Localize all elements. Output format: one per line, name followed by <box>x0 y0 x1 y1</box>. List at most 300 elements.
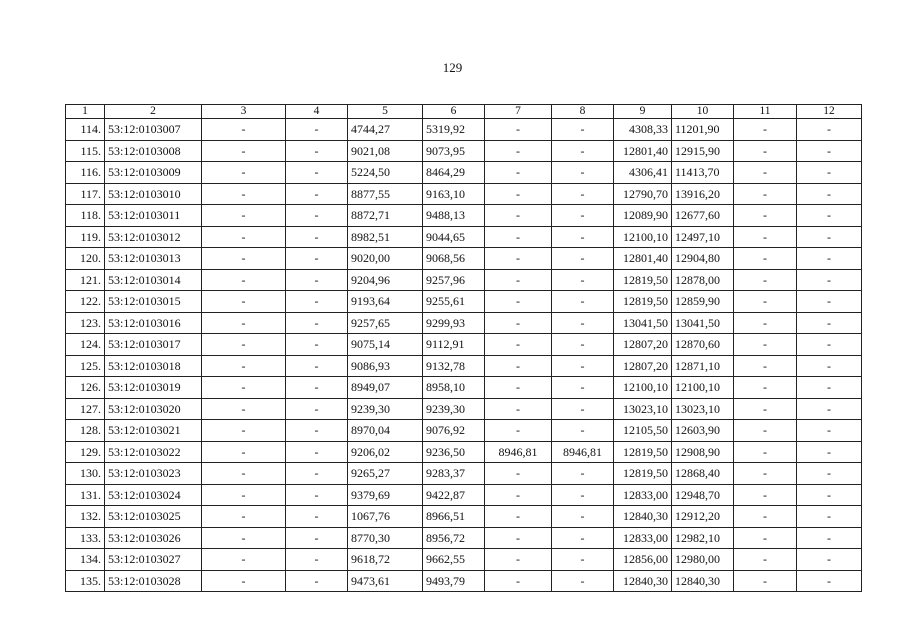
table-cell: 53:12:0103022 <box>105 441 202 463</box>
table-cell: 131. <box>66 484 105 506</box>
table-cell: - <box>797 205 862 227</box>
table-cell: 12980,00 <box>672 549 734 571</box>
table-cell: - <box>286 463 348 485</box>
table-cell: 135. <box>66 570 105 592</box>
table-cell: - <box>202 334 286 356</box>
table-row <box>66 162 862 184</box>
table-row <box>66 570 862 592</box>
column-header: 5 <box>348 105 423 119</box>
table-cell: 120. <box>66 248 105 270</box>
table-cell: - <box>286 312 348 334</box>
table-cell: - <box>552 183 614 205</box>
table-cell: 114. <box>66 119 105 141</box>
table-cell: 13041,50 <box>672 312 734 334</box>
table-cell: 9206,02 <box>348 441 423 463</box>
table-cell: - <box>485 140 552 162</box>
table-cell: 129. <box>66 441 105 463</box>
table-cell: - <box>797 269 862 291</box>
table-cell: 9473,61 <box>348 570 423 592</box>
table-cell: 8966,51 <box>423 506 485 528</box>
table-cell: 9379,69 <box>348 484 423 506</box>
table-cell: 9422,87 <box>423 484 485 506</box>
table-cell: - <box>797 355 862 377</box>
table-cell: - <box>202 549 286 571</box>
table-cell: - <box>485 506 552 528</box>
table-cell: 53:12:0103025 <box>105 506 202 528</box>
table-cell: 53:12:0103019 <box>105 377 202 399</box>
table-cell: - <box>286 355 348 377</box>
table-cell: 53:12:0103028 <box>105 570 202 592</box>
table-cell: 12105,50 <box>614 420 672 442</box>
table-cell: - <box>552 549 614 571</box>
table-cell: - <box>734 205 797 227</box>
table-cell: 12819,50 <box>614 291 672 313</box>
table-cell: 12871,10 <box>672 355 734 377</box>
table-cell: - <box>485 291 552 313</box>
table-cell: 12100,10 <box>614 226 672 248</box>
table-cell: - <box>202 183 286 205</box>
table-cell: 53:12:0103027 <box>105 549 202 571</box>
table-cell: 9618,72 <box>348 549 423 571</box>
table-cell: 9239,30 <box>423 398 485 420</box>
table-row <box>66 140 862 162</box>
table-cell: 12904,80 <box>672 248 734 270</box>
table-row <box>66 441 862 463</box>
table-cell: 53:12:0103007 <box>105 119 202 141</box>
table-cell: - <box>485 269 552 291</box>
table-cell: - <box>202 269 286 291</box>
table-cell: - <box>734 248 797 270</box>
table-cell: 9068,56 <box>423 248 485 270</box>
table-cell: 4306,41 <box>614 162 672 184</box>
table-cell: 12878,00 <box>672 269 734 291</box>
table-cell: - <box>202 119 286 141</box>
table-cell: - <box>734 119 797 141</box>
table-cell: 53:12:0103010 <box>105 183 202 205</box>
table-cell: - <box>734 291 797 313</box>
table-cell: - <box>552 398 614 420</box>
table-cell: - <box>485 420 552 442</box>
table-cell: - <box>734 162 797 184</box>
table-cell: - <box>202 398 286 420</box>
table-cell: 9257,96 <box>423 269 485 291</box>
table-cell: 9193,64 <box>348 291 423 313</box>
table-cell: 126. <box>66 377 105 399</box>
table-cell: 8770,30 <box>348 527 423 549</box>
table-cell: - <box>552 420 614 442</box>
table-cell: 12603,90 <box>672 420 734 442</box>
table-cell: 12915,90 <box>672 140 734 162</box>
table-row <box>66 484 862 506</box>
table-cell: 130. <box>66 463 105 485</box>
table-cell: - <box>552 119 614 141</box>
table-cell: 11201,90 <box>672 119 734 141</box>
table-cell: - <box>286 248 348 270</box>
table-cell: 8949,07 <box>348 377 423 399</box>
table-cell: 9488,13 <box>423 205 485 227</box>
table-cell: - <box>202 355 286 377</box>
table-cell: 53:12:0103020 <box>105 398 202 420</box>
land-plot-table <box>65 104 862 592</box>
table-row <box>66 506 862 528</box>
table-cell: 12870,60 <box>672 334 734 356</box>
table-cell: 116. <box>66 162 105 184</box>
table-cell: - <box>202 441 286 463</box>
table-cell: 8946,81 <box>552 441 614 463</box>
table-cell: - <box>485 312 552 334</box>
table-cell: 12859,90 <box>672 291 734 313</box>
table-cell: 53:12:0103015 <box>105 291 202 313</box>
table-cell: - <box>734 527 797 549</box>
table-cell: - <box>202 570 286 592</box>
table-cell: - <box>552 506 614 528</box>
table-cell: - <box>485 377 552 399</box>
table-cell: 8970,04 <box>348 420 423 442</box>
table-cell: - <box>797 420 862 442</box>
table-row <box>66 291 862 313</box>
table-cell: - <box>286 398 348 420</box>
table-cell: 12868,40 <box>672 463 734 485</box>
table-cell: 12819,50 <box>614 441 672 463</box>
table-cell: 13023,10 <box>672 398 734 420</box>
table-cell: 12819,50 <box>614 463 672 485</box>
table-cell: 53:12:0103023 <box>105 463 202 485</box>
table-cell: 53:12:0103016 <box>105 312 202 334</box>
column-header: 3 <box>202 105 286 119</box>
table-cell: - <box>552 291 614 313</box>
table-cell: - <box>485 162 552 184</box>
table-cell: 9493,79 <box>423 570 485 592</box>
table-cell: 9132,78 <box>423 355 485 377</box>
table-cell: - <box>734 140 797 162</box>
table-cell: - <box>202 140 286 162</box>
table-row <box>66 205 862 227</box>
table-cell: - <box>485 484 552 506</box>
table-cell: - <box>485 119 552 141</box>
table-cell: - <box>485 248 552 270</box>
table-cell: - <box>797 140 862 162</box>
column-header: 10 <box>672 105 734 119</box>
table-cell: 53:12:0103021 <box>105 420 202 442</box>
table-cell: 9112,91 <box>423 334 485 356</box>
table-cell: - <box>797 162 862 184</box>
table-cell: 12807,20 <box>614 355 672 377</box>
table-cell: - <box>202 312 286 334</box>
table-cell: - <box>797 119 862 141</box>
table-cell: 9021,08 <box>348 140 423 162</box>
table-row <box>66 398 862 420</box>
table-cell: - <box>797 441 862 463</box>
table-cell: 12089,90 <box>614 205 672 227</box>
table-cell: - <box>552 484 614 506</box>
table-row <box>66 312 862 334</box>
table-cell: 4308,33 <box>614 119 672 141</box>
table-cell: - <box>552 527 614 549</box>
table-cell: 115. <box>66 140 105 162</box>
table-cell: 53:12:0103018 <box>105 355 202 377</box>
table-cell: - <box>202 527 286 549</box>
table-cell: - <box>286 162 348 184</box>
column-header: 8 <box>552 105 614 119</box>
table-cell: - <box>734 398 797 420</box>
table-cell: 133. <box>66 527 105 549</box>
table-cell: 12912,20 <box>672 506 734 528</box>
table-cell: - <box>485 398 552 420</box>
table-cell: 9299,93 <box>423 312 485 334</box>
table-cell: 12948,70 <box>672 484 734 506</box>
table-cell: - <box>797 570 862 592</box>
table-cell: - <box>202 248 286 270</box>
table-cell: 134. <box>66 549 105 571</box>
table-row <box>66 549 862 571</box>
table-cell: - <box>797 226 862 248</box>
table-cell: - <box>485 226 552 248</box>
table-cell: - <box>797 248 862 270</box>
page-number: 129 <box>442 60 463 75</box>
table-cell: - <box>202 205 286 227</box>
table-cell: - <box>734 463 797 485</box>
table-row <box>66 269 862 291</box>
table-cell: - <box>485 183 552 205</box>
table-row <box>66 248 862 270</box>
table-cell: - <box>552 312 614 334</box>
column-header: 9 <box>614 105 672 119</box>
table-cell: - <box>286 291 348 313</box>
table-cell: - <box>485 549 552 571</box>
table-cell: 8877,55 <box>348 183 423 205</box>
table-cell: - <box>797 312 862 334</box>
table-cell: - <box>797 484 862 506</box>
table-cell: - <box>286 506 348 528</box>
table-cell: 13023,10 <box>614 398 672 420</box>
table-cell: 53:12:0103013 <box>105 248 202 270</box>
table-row <box>66 334 862 356</box>
table-cell: 117. <box>66 183 105 205</box>
table-cell: - <box>286 549 348 571</box>
table-cell: 8946,81 <box>485 441 552 463</box>
column-header: 12 <box>797 105 862 119</box>
table-cell: - <box>202 377 286 399</box>
table-cell: 12840,30 <box>614 570 672 592</box>
table-cell: - <box>734 549 797 571</box>
table-cell: - <box>797 183 862 205</box>
table-cell: - <box>202 420 286 442</box>
table-cell: 53:12:0103012 <box>105 226 202 248</box>
table-cell: 53:12:0103024 <box>105 484 202 506</box>
table-cell: - <box>485 334 552 356</box>
table-cell: 125. <box>66 355 105 377</box>
table-cell: 12819,50 <box>614 269 672 291</box>
table-cell: - <box>734 570 797 592</box>
table-cell: - <box>552 377 614 399</box>
table-cell: 122. <box>66 291 105 313</box>
table-cell: 12801,40 <box>614 140 672 162</box>
table-cell: 53:12:0103011 <box>105 205 202 227</box>
table-cell: 123. <box>66 312 105 334</box>
table-cell: - <box>552 334 614 356</box>
table-cell: - <box>797 291 862 313</box>
table-cell: 8464,29 <box>423 162 485 184</box>
table-cell: 11413,70 <box>672 162 734 184</box>
table-cell: - <box>797 506 862 528</box>
table-row <box>66 355 862 377</box>
table-cell: - <box>485 205 552 227</box>
table-cell: - <box>797 398 862 420</box>
table-cell: - <box>286 183 348 205</box>
table-cell: - <box>202 291 286 313</box>
table-cell: - <box>734 334 797 356</box>
table-cell: - <box>286 420 348 442</box>
table-cell: - <box>734 420 797 442</box>
table-row <box>66 183 862 205</box>
table-cell: - <box>797 549 862 571</box>
table-cell: 12833,00 <box>614 484 672 506</box>
table-cell: 128. <box>66 420 105 442</box>
table-cell: - <box>286 226 348 248</box>
table-cell: - <box>286 269 348 291</box>
table-cell: 5224,50 <box>348 162 423 184</box>
table-cell: 12856,00 <box>614 549 672 571</box>
column-header: 6 <box>423 105 485 119</box>
table-cell: - <box>797 463 862 485</box>
column-header: 7 <box>485 105 552 119</box>
table-cell: - <box>286 334 348 356</box>
table-cell: - <box>485 463 552 485</box>
table-cell: - <box>734 377 797 399</box>
table-cell: 8982,51 <box>348 226 423 248</box>
table-cell: - <box>202 162 286 184</box>
table-cell: 9257,65 <box>348 312 423 334</box>
table-cell: - <box>552 205 614 227</box>
table-cell: 121. <box>66 269 105 291</box>
table-cell: 12807,20 <box>614 334 672 356</box>
table-cell: - <box>797 334 862 356</box>
table-cell: 9020,00 <box>348 248 423 270</box>
table-header-row <box>66 105 862 119</box>
table-cell: - <box>485 355 552 377</box>
table-cell: 53:12:0103009 <box>105 162 202 184</box>
table-cell: 118. <box>66 205 105 227</box>
table-cell: 5319,92 <box>423 119 485 141</box>
table-cell: - <box>734 312 797 334</box>
table-cell: 12982,10 <box>672 527 734 549</box>
table-cell: 12790,70 <box>614 183 672 205</box>
table-cell: 8958,10 <box>423 377 485 399</box>
table-cell: - <box>797 527 862 549</box>
table-cell: 13916,20 <box>672 183 734 205</box>
table-cell: - <box>202 484 286 506</box>
table-cell: - <box>552 162 614 184</box>
table-cell: 127. <box>66 398 105 420</box>
table-cell: - <box>734 355 797 377</box>
column-header: 11 <box>734 105 797 119</box>
table-cell: 9236,50 <box>423 441 485 463</box>
table-cell: 9076,92 <box>423 420 485 442</box>
table-cell: 9265,27 <box>348 463 423 485</box>
table-cell: - <box>552 140 614 162</box>
table-cell: 53:12:0103014 <box>105 269 202 291</box>
table-cell: 4744,27 <box>348 119 423 141</box>
table-cell: - <box>286 484 348 506</box>
table-cell: 12801,40 <box>614 248 672 270</box>
table-cell: - <box>485 527 552 549</box>
table-cell: - <box>734 506 797 528</box>
table-cell: 9239,30 <box>348 398 423 420</box>
table-cell: 1067,76 <box>348 506 423 528</box>
table-cell: - <box>797 377 862 399</box>
table-row <box>66 463 862 485</box>
table-cell: - <box>286 377 348 399</box>
table-cell: - <box>552 570 614 592</box>
table-cell: 9283,37 <box>423 463 485 485</box>
table-row <box>66 527 862 549</box>
table-cell: 9163,10 <box>423 183 485 205</box>
table-cell: - <box>734 226 797 248</box>
table-cell: 124. <box>66 334 105 356</box>
table-cell: 53:12:0103026 <box>105 527 202 549</box>
table-cell: 12840,30 <box>614 506 672 528</box>
table-cell: - <box>202 463 286 485</box>
table-cell: 13041,50 <box>614 312 672 334</box>
table-cell: - <box>552 269 614 291</box>
column-header: 1 <box>66 105 105 119</box>
table-cell: 8872,71 <box>348 205 423 227</box>
table-cell: 132. <box>66 506 105 528</box>
table-row <box>66 226 862 248</box>
column-header: 2 <box>105 105 202 119</box>
table-cell: 9086,93 <box>348 355 423 377</box>
table-cell: 53:12:0103008 <box>105 140 202 162</box>
table-cell: - <box>734 484 797 506</box>
table-cell: - <box>734 269 797 291</box>
table-cell: - <box>552 355 614 377</box>
table-cell: - <box>734 183 797 205</box>
table-cell: - <box>552 463 614 485</box>
table-cell: 9662,55 <box>423 549 485 571</box>
table-cell: 12497,10 <box>672 226 734 248</box>
table-cell: - <box>286 441 348 463</box>
table-cell: 53:12:0103017 <box>105 334 202 356</box>
table-cell: 9255,61 <box>423 291 485 313</box>
table-cell: - <box>286 527 348 549</box>
table-cell: 119. <box>66 226 105 248</box>
table-row <box>66 377 862 399</box>
table-cell: 9044,65 <box>423 226 485 248</box>
table-cell: - <box>286 119 348 141</box>
table-cell: 8956,72 <box>423 527 485 549</box>
table-cell: 9075,14 <box>348 334 423 356</box>
table-cell: - <box>286 140 348 162</box>
table-cell: 12833,00 <box>614 527 672 549</box>
table-cell: - <box>202 506 286 528</box>
table-cell: 12100,10 <box>614 377 672 399</box>
table-cell: - <box>552 248 614 270</box>
table-row <box>66 119 862 141</box>
table-cell: 12840,30 <box>672 570 734 592</box>
table-cell: 12677,60 <box>672 205 734 227</box>
table-cell: 12100,10 <box>672 377 734 399</box>
column-header: 4 <box>286 105 348 119</box>
table-cell: - <box>202 226 286 248</box>
table-cell: - <box>286 570 348 592</box>
table-cell: 9204,96 <box>348 269 423 291</box>
table-cell: - <box>286 205 348 227</box>
table-cell: 9073,95 <box>423 140 485 162</box>
table-cell: - <box>552 226 614 248</box>
table-row <box>66 420 862 442</box>
table-cell: 12908,90 <box>672 441 734 463</box>
table-cell: - <box>734 441 797 463</box>
